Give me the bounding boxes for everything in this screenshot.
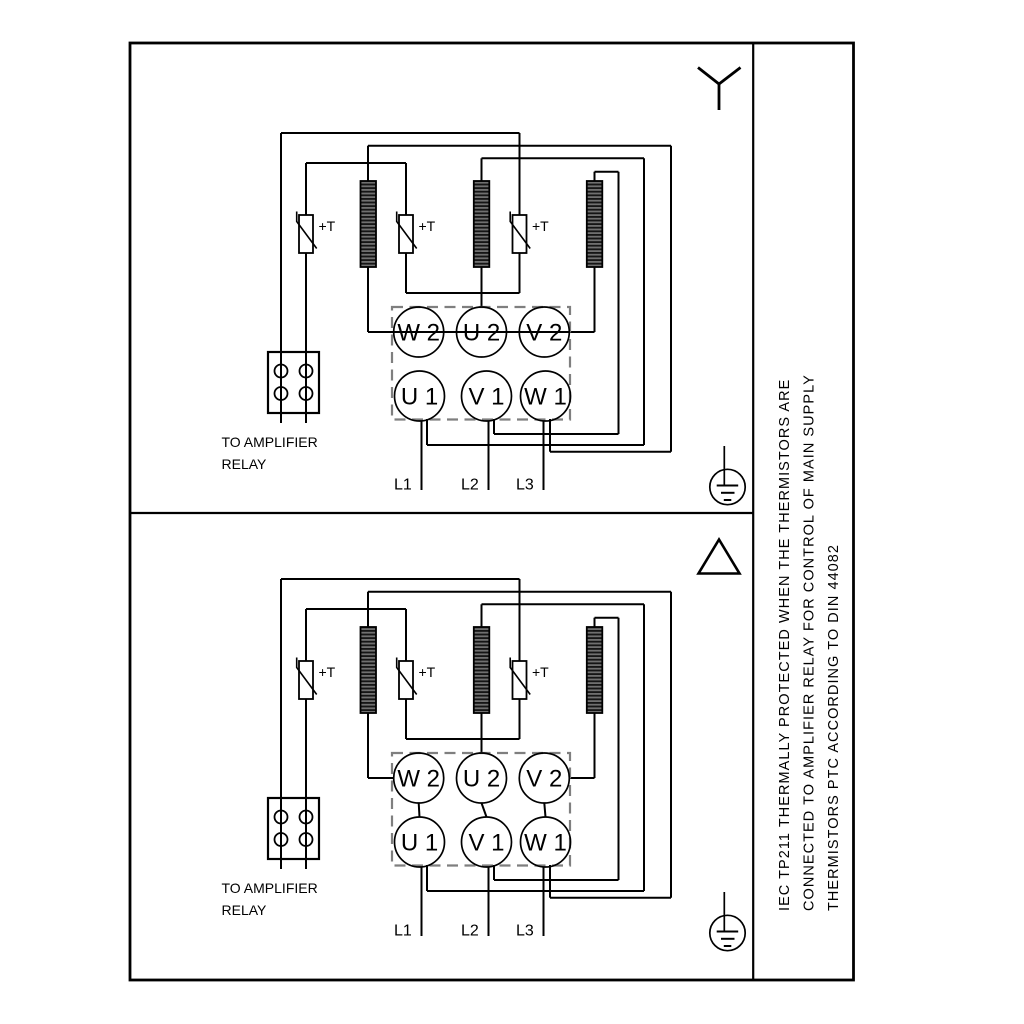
delta-link-wire bbox=[419, 803, 420, 817]
thermistor-label: +T bbox=[418, 664, 436, 680]
relay-caption-line: TO AMPLIFIER bbox=[221, 880, 318, 896]
side-note-line: IEC TP211 THERMALLY PROTECTED WHEN THE THERMISTORS ARE bbox=[777, 378, 793, 911]
side-note-line: THERMISTORS PTC ACCORDING TO DIN 44082 bbox=[826, 543, 842, 911]
delta-icon bbox=[699, 540, 740, 574]
terminal-label: W 2 bbox=[397, 765, 441, 793]
delta-connection-panel bbox=[222, 540, 746, 951]
supply-label: L3 bbox=[516, 922, 534, 940]
relay-connector-box bbox=[268, 798, 319, 859]
terminal-label: U 2 bbox=[462, 765, 501, 793]
protective-earth-icon bbox=[710, 892, 745, 951]
protective-earth-icon bbox=[710, 446, 745, 505]
terminal-label: V 2 bbox=[526, 319, 563, 347]
motor-winding-coil bbox=[474, 627, 490, 713]
star-connection-panel bbox=[222, 68, 746, 505]
motor-winding-coil bbox=[474, 181, 490, 267]
terminal-label: U 2 bbox=[462, 319, 501, 347]
supply-label: L3 bbox=[516, 476, 534, 494]
thermistor-label: +T bbox=[532, 218, 549, 234]
delta-link-wire bbox=[482, 803, 487, 817]
terminal-label: W 2 bbox=[397, 319, 441, 347]
relay-caption-line: RELAY bbox=[221, 902, 267, 918]
motor-winding-coil bbox=[361, 627, 377, 713]
motor-winding-coil bbox=[361, 181, 377, 267]
thermistor-label: +T bbox=[318, 218, 336, 234]
relay-caption-line: TO AMPLIFIER bbox=[221, 434, 318, 450]
side-note bbox=[777, 374, 842, 911]
thermistor-label: +T bbox=[418, 218, 436, 234]
wye-icon bbox=[698, 68, 741, 111]
terminal-label: V 1 bbox=[468, 829, 505, 857]
thermistor-label: +T bbox=[532, 664, 549, 680]
side-note-line: CONNECTED TO AMPLIFIER RELAY FOR CONTROL OF MAIN SUPPLY bbox=[801, 374, 818, 911]
wire bbox=[719, 68, 741, 85]
terminal-label: U 1 bbox=[400, 829, 439, 857]
supply-label: L2 bbox=[461, 922, 479, 940]
motor-winding-coil bbox=[587, 181, 603, 267]
terminal-label: V 2 bbox=[526, 765, 563, 793]
delta-link-wire bbox=[544, 803, 545, 817]
terminal-label: W 1 bbox=[524, 383, 567, 411]
wire bbox=[698, 68, 719, 85]
terminal-label: V 1 bbox=[468, 383, 505, 411]
terminal-label: U 1 bbox=[400, 383, 439, 411]
terminal-label: W 1 bbox=[524, 829, 567, 857]
supply-label: L1 bbox=[394, 922, 412, 940]
relay-connector-box bbox=[268, 352, 319, 413]
thermistor-label: +T bbox=[318, 664, 336, 680]
supply-label: L1 bbox=[394, 476, 412, 494]
relay-caption-line: RELAY bbox=[221, 456, 267, 472]
motor-winding-coil bbox=[587, 627, 603, 713]
supply-label: L2 bbox=[461, 476, 479, 494]
